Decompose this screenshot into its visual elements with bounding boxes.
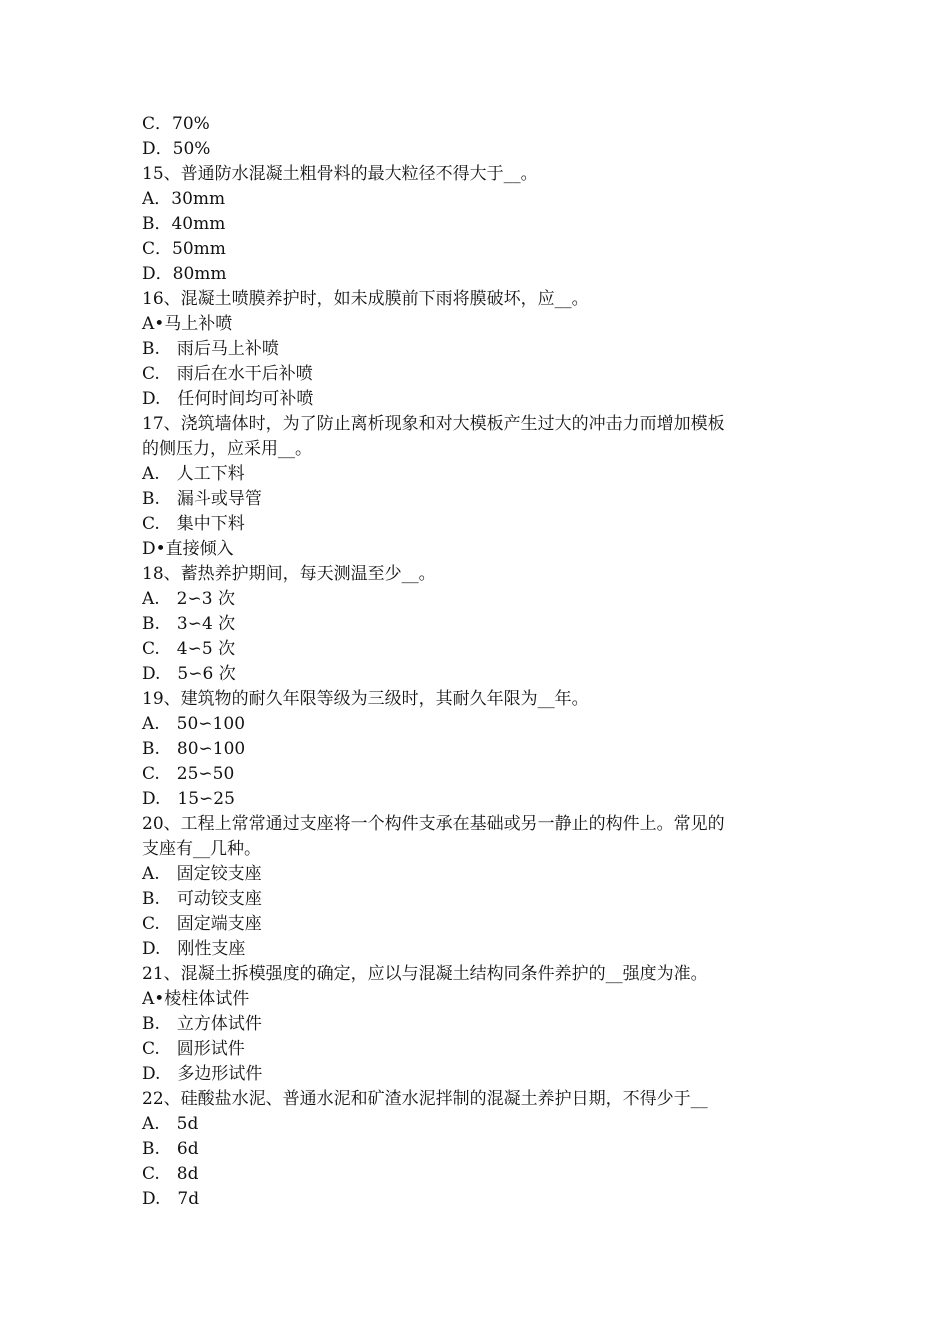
question-17-line-2: 的侧压力，应采用__。 [142, 439, 312, 459]
option-a-q20: A. 固定铰支座 [142, 864, 262, 884]
option-b-q22: B. 6d [142, 1139, 199, 1159]
option-b-q19: B. 80∽100 [142, 739, 246, 759]
question-22: 22、硅酸盐水泥、普通水泥和矿渣水泥拌制的混凝土养护日期，不得少于__ [142, 1089, 708, 1109]
option-b-q17: B. 漏斗或导管 [142, 489, 262, 509]
option-a-q16: A•马上补喷 [142, 314, 233, 334]
option-d-q18: D. 5∽6 次 [142, 664, 236, 684]
document-body [142, 112, 802, 1212]
option-a-q22: A. 5d [142, 1114, 199, 1134]
option-d-q19: D. 15∽25 [142, 789, 235, 809]
option-a-q15: A．30mm [142, 189, 226, 209]
question-21: 21、混凝土拆模强度的确定，应以与混凝土结构同条件养护的__强度为准。 [142, 964, 708, 984]
question-19: 19、建筑物的耐久年限等级为三级时，其耐久年限为__年。 [142, 689, 589, 709]
option-c-q14: C．70% [142, 114, 210, 134]
question-20-line-1: 20、工程上常常通过支座将一个构件支承在基础或另一静止的构件上。常见的 [142, 814, 725, 834]
option-c-q20: C. 固定端支座 [142, 914, 262, 934]
option-d-q16: D. 任何时间均可补喷 [142, 389, 314, 409]
option-b-q18: B. 3∽4 次 [142, 614, 236, 634]
option-a-q19: A. 50∽100 [142, 714, 246, 734]
option-b-q21: B. 立方体试件 [142, 1014, 262, 1034]
question-17-line-1: 17、浇筑墙体时，为了防止离析现象和对大模板产生过大的冲击力而增加模板 [142, 414, 725, 434]
option-b-q15: B．40mm [142, 214, 226, 234]
option-c-q18: C. 4∽5 次 [142, 639, 236, 659]
option-b-q16: B. 雨后马上补喷 [142, 339, 279, 359]
option-a-q18: A. 2∽3 次 [142, 589, 235, 609]
option-d-q21: D. 多边形试件 [142, 1064, 263, 1084]
option-d-q15: D．80mm [142, 264, 227, 284]
option-c-q15: C．50mm [142, 239, 226, 259]
option-c-q16: C. 雨后在水干后补喷 [142, 364, 313, 384]
option-d-q20: D. 刚性支座 [142, 939, 246, 959]
option-d-q14: D．50% [142, 139, 211, 159]
question-16: 16、混凝土喷膜养护时，如未成膜前下雨将膜破坏，应__。 [142, 289, 589, 309]
option-a-q17: A. 人工下料 [142, 464, 245, 484]
option-b-q20: B. 可动铰支座 [142, 889, 262, 909]
option-d-q22: D. 7d [142, 1189, 200, 1209]
option-c-q19: C. 25∽50 [142, 764, 235, 784]
question-18: 18、蓄热养护期间，每天测温至少__。 [142, 564, 436, 584]
question-15: 15、普通防水混凝土粗骨料的最大粒径不得大于__。 [142, 164, 538, 184]
question-20-line-2: 支座有__几种。 [142, 839, 261, 859]
option-c-q22: C. 8d [142, 1164, 199, 1184]
option-d-q17: D•直接倾入 [142, 539, 234, 559]
option-c-q17: C. 集中下料 [142, 514, 245, 534]
option-a-q21: A•棱柱体试件 [142, 989, 250, 1009]
option-c-q21: C. 圆形试件 [142, 1039, 245, 1059]
